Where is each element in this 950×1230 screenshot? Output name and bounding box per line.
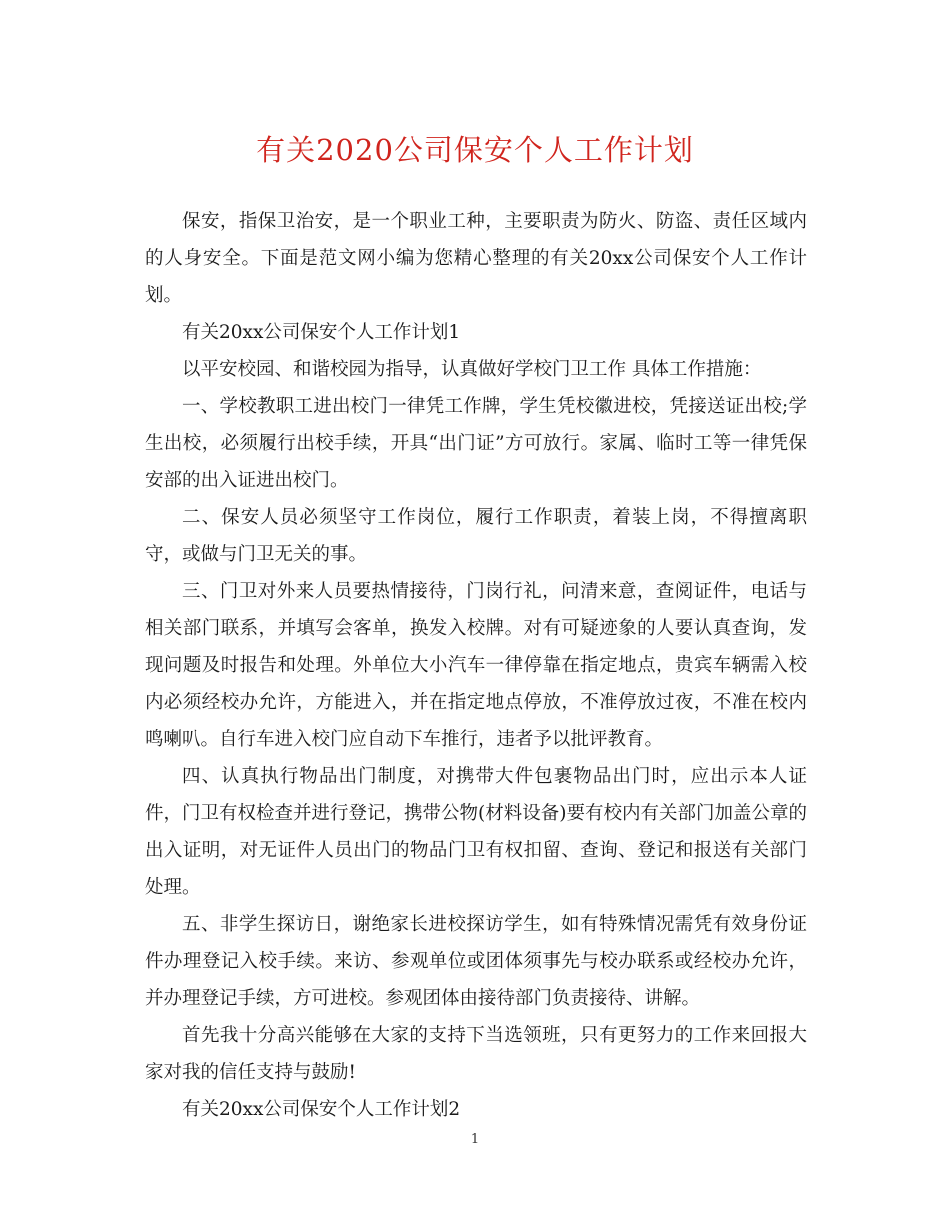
document-body xyxy=(145,203,807,1128)
paragraph-heading-plan-1: 有关20xx公司保安个人工作计划1 xyxy=(182,322,461,343)
paragraph-heading-plan-2: 有关20xx公司保安个人工作计划2 xyxy=(182,1099,461,1120)
paragraph-item-5: 五、非学生探访日，谢绝家长进校探访学生，如有特殊情况需凭有效身份证件办理登记入校手续。来访、参观单位或团体须事先与校办联系或经校办允许，并办理登记手续，方可进校。参观团体由接待部门负责接待、讲解。 xyxy=(145,914,807,1009)
page-number: 1 xyxy=(470,1132,480,1147)
paragraph-item-1: 一、学校教职工进出校门一律凭工作牌，学生凭校徽进校，凭接送证出校;学生出校，必须履行出校手续，开具“出门证”方可放行。家属、临时工等一律凭保安部的出入证进出校门。 xyxy=(145,396,807,491)
paragraph-intro: 保安，指保卫治安，是一个职业工种，主要职责为防火、防盗、责任区域内的人身安全。下面是范文网小编为您精心整理的有关20xx公司保安个人工作计划。 xyxy=(145,211,807,306)
document-title: 有关2020公司保安个人工作计划 xyxy=(256,133,694,167)
paragraph-closing: 首先我十分高兴能够在大家的支持下当选领班，只有更努力的工作来回报大家对我的信任支持与鼓励! xyxy=(145,1025,807,1083)
paragraph-item-4: 四、认真执行物品出门制度，对携带大件包裹物品出门时，应出示本人证件，门卫有权检查并进行登记，携带公物(材料设备)要有校内有关部门加盖公章的出入证明，对无证件人员出门的物品门卫有权扣留、查询、登记和报送有关部门处理。 xyxy=(145,766,807,898)
paragraph-item-2: 二、保安人员必须坚守工作岗位，履行工作职责，着装上岗，不得擅离职守，或做与门卫无关的事。 xyxy=(145,507,807,565)
paragraph-item-3: 三、门卫对外来人员要热情接待，门岗行礼，问清来意，查阅证件，电话与相关部门联系，并填写会客单，换发入校牌。对有可疑迹象的人要认真查询，发现问题及时报告和处理。外单位大小汽车一律停靠在指定地点，贵宾车辆需入校内必须经校办允许，方能进入，并在指定地点停放，不准停放过夜，不准在校内鸣喇叭。自行车进入校门应自动下车推行，违者予以批评教育。 xyxy=(145,581,807,750)
paragraph-guideline: 以平安校园、和谐校园为指导，认真做好学校门卫工作 具体工作措施： xyxy=(182,359,762,380)
